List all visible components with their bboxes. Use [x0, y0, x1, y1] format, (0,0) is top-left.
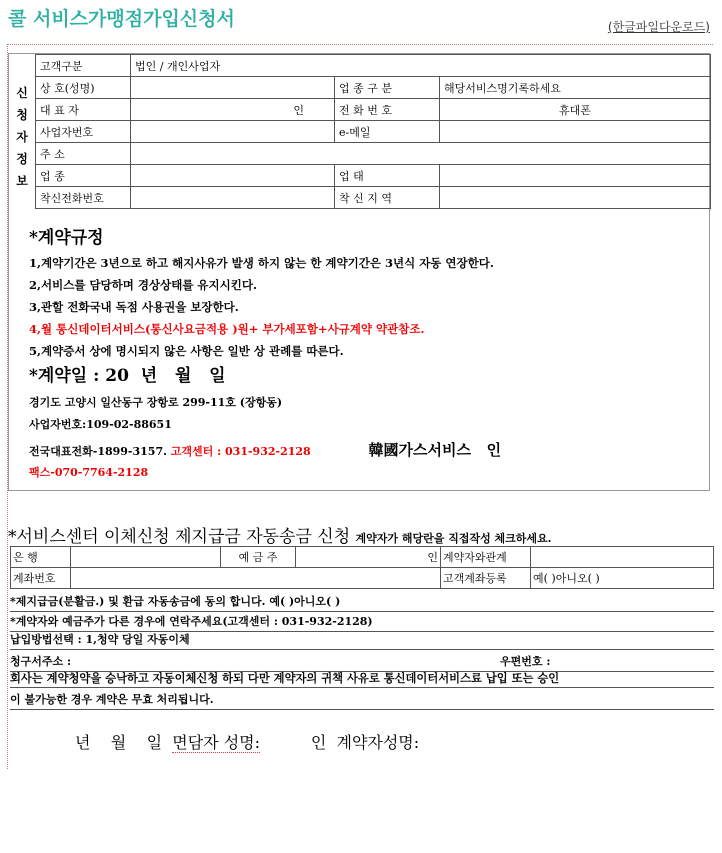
contract-date: *계약일 : 20 년 월 일 — [29, 366, 226, 386]
table-row — [36, 77, 711, 99]
term-item: 2,서비스를 담당하며 경상상태를 유지시킨다. — [29, 278, 257, 292]
application-form — [8, 53, 710, 491]
holder-field[interactable]: 인 — [296, 547, 441, 568]
table-row — [36, 143, 711, 165]
table-row — [11, 547, 714, 568]
signature-line — [75, 730, 419, 753]
disclaimer-line: 회사는 계약청약을 승낙하고 자동이체신청 하되 다만 계약자의 귀책 사유로 통신데이터서비스료 납입 또는 승인 — [10, 668, 714, 688]
phone-field[interactable]: 휴대폰 — [440, 99, 711, 121]
side-char: 청 — [16, 108, 28, 122]
table-row — [36, 55, 711, 77]
transfer-section-heading — [8, 522, 552, 547]
applicant-table — [35, 54, 711, 209]
register-label: 고객계좌등록 — [441, 568, 531, 589]
zip-label: 우편번호 : — [500, 655, 551, 668]
email-label: e-메일 — [335, 121, 440, 143]
consent-line[interactable]: *제지급금(분활금.) 및 환급 자동송금에 동의 합니다. 예( )아니오( ) — [10, 592, 714, 612]
term-item: 1,계약기간은 3년으로 하고 해지사유가 발생 하지 않는 한 계약기간은 3년식 자동 연장한다. — [29, 256, 494, 270]
side-char: 정 — [16, 152, 28, 166]
incoming-phone-field[interactable] — [131, 187, 335, 209]
company-address: 경기도 고양시 일산동구 장항로 299-11호 (장항동) — [29, 396, 283, 409]
company-name: 韓國가스서비스 인 — [368, 441, 502, 459]
side-char: 신 — [16, 86, 28, 100]
business-type-field[interactable] — [440, 165, 711, 187]
account-label: 계좌번호 — [11, 568, 71, 589]
section-note: 계약자가 해당란을 직접작성 체크하세요. — [355, 532, 552, 545]
email-field[interactable] — [440, 121, 711, 143]
bizno-label: 사업자번호 — [36, 121, 131, 143]
date-text: 년 월 일 — [75, 733, 173, 752]
terms-heading: *계약규정 — [29, 228, 104, 248]
side-char: 보 — [16, 174, 28, 188]
term-item: 4,월 통신데이터서비스(통신사요금적용 )원+ 부가세포함+사규계약 약관참조. — [29, 322, 425, 336]
term-item: 5,계약증서 상에 명시되지 않은 사항은 일반 상 관례를 따른다. — [29, 344, 344, 358]
relation-label: 계약자와관계 — [441, 547, 531, 568]
company-name-label: 상 호(성명) — [36, 77, 131, 99]
disclaimer-line: 이 불가능한 경우 계약은 무효 처리됩니다. — [10, 690, 714, 710]
table-row — [36, 187, 711, 209]
representative-label: 대 표 자 — [36, 99, 131, 121]
page-title: 콜 서비스가맹점가입신청서 — [8, 8, 235, 30]
download-link[interactable]: (한글파일다운로드) — [607, 20, 710, 34]
incoming-phone-label: 착신전화번호 — [36, 187, 131, 209]
bank-field[interactable] — [71, 547, 221, 568]
table-row — [11, 568, 714, 589]
company-bizno: 사업자번호:109-02-88651 — [29, 418, 172, 431]
industry-field[interactable] — [131, 165, 335, 187]
table-row — [36, 121, 711, 143]
table-row — [36, 99, 711, 121]
term-item: 3,관할 전화국내 독점 사용권을 보장한다. — [29, 300, 239, 314]
address-label: 주 소 — [36, 143, 131, 165]
register-options[interactable]: 예( )아니오( ) — [531, 568, 714, 589]
address-field[interactable] — [131, 143, 711, 165]
side-char: 자 — [16, 130, 28, 144]
payment-method[interactable]: 납입방법선택 : 1,청약 당일 자동이체 — [10, 630, 714, 650]
business-category-label: 업 종 구 분 — [335, 77, 440, 99]
company-fax: 팩스-070-7764-2128 — [29, 466, 149, 479]
bank-label: 은 행 — [11, 547, 71, 568]
account-field[interactable] — [71, 568, 441, 589]
company-phone: 전국대표전화-1899-3157. — [29, 445, 167, 458]
customer-center: 고객센터 : 031-932-2128 — [170, 445, 311, 458]
contract-terms — [29, 224, 501, 484]
applicant-side-label — [9, 82, 35, 192]
phone-label: 전 화 번 호 — [335, 99, 440, 121]
business-type-label: 업 태 — [335, 165, 440, 187]
holder-label: 예 금 주 — [221, 547, 296, 568]
representative-field[interactable]: 인 — [131, 99, 335, 121]
customer-type-label: 고객구분 — [36, 55, 131, 77]
incoming-region-field[interactable] — [440, 187, 711, 209]
incoming-region-label: 착 신 지 역 — [335, 187, 440, 209]
industry-label: 업 종 — [36, 165, 131, 187]
bank-table — [10, 546, 714, 589]
customer-type-value[interactable]: 법인 / 개인사업자 — [131, 55, 711, 77]
divider — [7, 44, 713, 45]
table-row — [36, 165, 711, 187]
differ-line: *계약자와 예금주가 다른 경우에 연락주세요(고객센터 : 031-932-2128) — [10, 612, 714, 632]
bizno-field[interactable] — [131, 121, 335, 143]
section-title: *서비스센터 이체신청 제지급금 자동송금 신청 — [8, 527, 351, 547]
billing-label: 청구서주소 : — [10, 655, 72, 668]
interviewer-label: 면담자 성명: — [172, 733, 260, 752]
business-category-field[interactable]: 해당서비스명기록하세요 — [440, 77, 711, 99]
contractor-label: 인 계약자성명: — [260, 733, 420, 752]
company-name-field[interactable] — [131, 77, 335, 99]
relation-field[interactable] — [531, 547, 714, 568]
